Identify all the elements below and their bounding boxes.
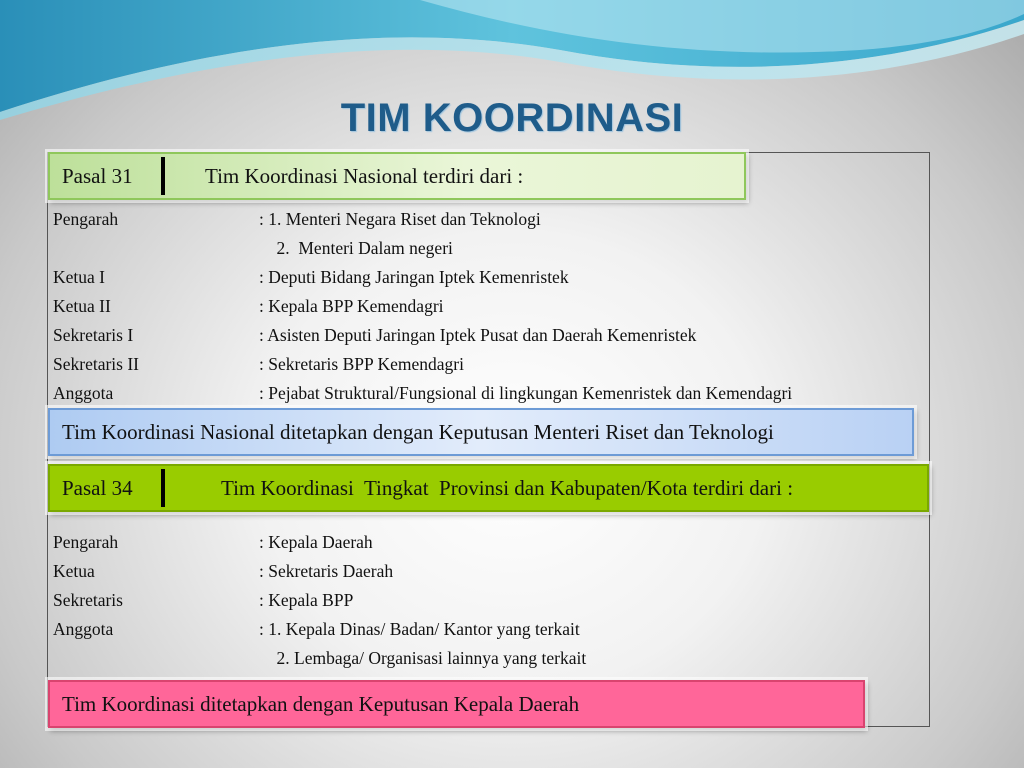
role-value: 2. Menteri Dalam negeri	[259, 238, 453, 258]
list-item	[53, 205, 792, 234]
list-item	[53, 321, 792, 350]
role-label: Sekretaris II	[53, 354, 140, 374]
divider-bar	[161, 157, 165, 195]
role-value: : 1. Menteri Negara Riset dan Teknologi	[259, 209, 541, 229]
page-title: TIM KOORDINASI	[340, 96, 684, 140]
role-label: Sekretaris I	[53, 325, 134, 345]
role-value: : Pejabat Struktural/Fungsional di lingkungan Kemenristek dan Kemendagri	[259, 383, 793, 403]
list-item	[53, 350, 792, 379]
list-item	[53, 379, 792, 408]
role-label: Pengarah	[53, 532, 119, 552]
nasional-decree-note: Tim Koordinasi Nasional ditetapkan dengan Keputusan Menteri Riset dan Teknologi	[48, 408, 914, 456]
divider-bar	[161, 469, 165, 507]
list-item	[53, 586, 586, 615]
list-item	[53, 234, 792, 263]
role-value: 2. Lembaga/ Organisasi lainnya yang terkait	[259, 648, 587, 668]
role-label: Anggota	[53, 383, 114, 403]
role-value: : Sekretaris BPP Kemendagri	[259, 354, 464, 374]
role-label: Ketua II	[53, 296, 111, 316]
pasal-34-label: Pasal 34	[62, 475, 133, 500]
role-label: Anggota	[53, 619, 114, 639]
pasal-34-callout	[48, 464, 929, 512]
role-label: Sekretaris	[53, 590, 123, 610]
role-value: : Deputi Bidang Jaringan Iptek Kemenristek	[259, 267, 569, 287]
daerah-member-list	[53, 528, 586, 673]
list-item	[53, 557, 586, 586]
role-label: Pengarah	[53, 209, 119, 229]
pasal-31-callout	[48, 152, 746, 200]
role-value: : 1. Kepala Dinas/ Badan/ Kantor yang terkait	[259, 619, 580, 639]
role-value: : Kepala BPP Kemendagri	[259, 296, 444, 316]
list-item	[53, 644, 586, 673]
list-item	[53, 615, 586, 644]
daerah-decree-note: Tim Koordinasi ditetapkan dengan Keputusan Kepala Daerah	[48, 680, 865, 728]
nasional-member-list	[53, 205, 792, 408]
list-item	[53, 292, 792, 321]
role-value: : Kepala BPP	[259, 590, 354, 610]
role-value: : Asisten Deputi Jaringan Iptek Pusat dan Daerah Kemenristek	[259, 325, 697, 345]
role-value: : Sekretaris Daerah	[259, 561, 394, 581]
role-value: : Kepala Daerah	[259, 532, 373, 552]
role-label: Ketua	[53, 561, 95, 581]
list-item	[53, 263, 792, 292]
pasal-34-heading: Tim Koordinasi Tingkat Provinsi dan Kabupaten/Kota terdiri dari :	[221, 475, 794, 500]
role-label: Ketua I	[53, 267, 105, 287]
list-item	[53, 528, 586, 557]
pasal-31-heading: Tim Koordinasi Nasional terdiri dari :	[205, 163, 524, 188]
pasal-31-label: Pasal 31	[62, 163, 133, 188]
